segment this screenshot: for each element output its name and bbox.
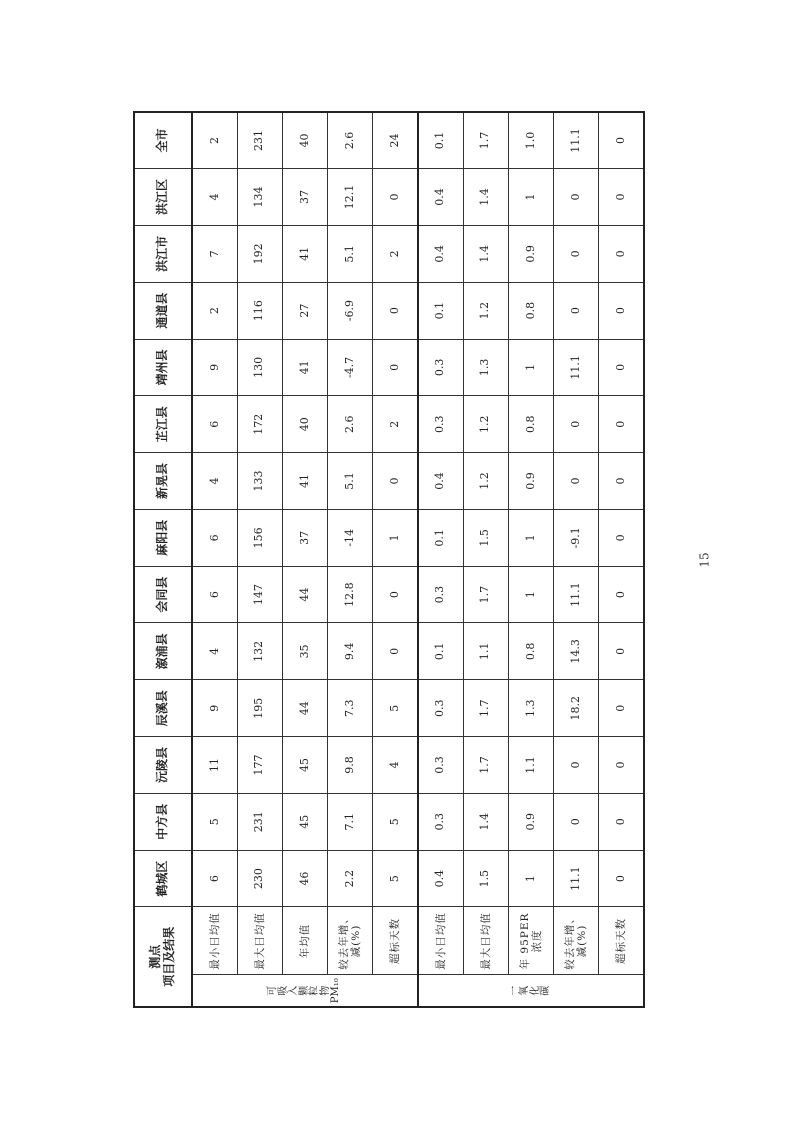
table-cell: 0.1 xyxy=(418,509,463,566)
table-cell: 130 xyxy=(237,339,282,396)
column-header: 会同县 xyxy=(134,566,192,623)
table-cell: 1 xyxy=(508,850,553,907)
table-cell: 2.2 xyxy=(328,850,373,907)
table-cell: 1 xyxy=(373,509,418,566)
table-cell: 147 xyxy=(237,566,282,623)
table-cell: 0.3 xyxy=(418,566,463,623)
table-cell: 12.8 xyxy=(328,566,373,623)
page-number: 15 xyxy=(697,552,712,568)
table-cell: 5 xyxy=(373,850,418,907)
table-cell: 0.4 xyxy=(418,453,463,510)
group-label-char: 可 xyxy=(267,985,279,996)
table-cell: 0 xyxy=(599,509,644,566)
group-label-char: 碳 xyxy=(540,985,552,996)
table-cell: 2.6 xyxy=(328,112,373,169)
table-cell: 0 xyxy=(599,112,644,169)
column-header: 全市 xyxy=(134,112,192,169)
table-cell: 35 xyxy=(282,623,327,680)
table-cell: 1.4 xyxy=(463,225,508,282)
table-cell: 9.8 xyxy=(328,737,373,794)
column-header: 洪江市 xyxy=(134,225,192,282)
group-label-char: 化 xyxy=(529,985,541,996)
column-header: 通道县 xyxy=(134,282,192,339)
table-cell: 0 xyxy=(599,225,644,282)
table-cell: 156 xyxy=(237,509,282,566)
table-row xyxy=(599,112,644,1007)
table-cell: 6 xyxy=(192,566,237,623)
table-cell: 0 xyxy=(599,680,644,737)
table-cell: 1.7 xyxy=(463,566,508,623)
table-cell: 5 xyxy=(373,793,418,850)
table-cell: 46 xyxy=(282,850,327,907)
table-cell: 0 xyxy=(373,566,418,623)
table-cell: 134 xyxy=(237,169,282,226)
table-cell: 7.3 xyxy=(328,680,373,737)
table-cell: 2 xyxy=(192,112,237,169)
table-cell: 1.1 xyxy=(463,623,508,680)
table-cell: 2 xyxy=(373,225,418,282)
table-cell: 9 xyxy=(192,339,237,396)
table-cell: 0.4 xyxy=(418,225,463,282)
table-cell: 0 xyxy=(554,282,599,339)
column-header: 辰溪县 xyxy=(134,680,192,737)
table-cell: 1.0 xyxy=(508,112,553,169)
table-cell: 7 xyxy=(192,225,237,282)
table-cell: 5 xyxy=(192,793,237,850)
table-cell: 0.1 xyxy=(418,112,463,169)
table-cell: 0.8 xyxy=(508,623,553,680)
table-cell: 0 xyxy=(373,282,418,339)
group-label-char: 颗 xyxy=(298,985,310,996)
table-cell: 12.1 xyxy=(328,169,373,226)
group-label-char: 粒 xyxy=(309,985,321,996)
table-cell: -4.7 xyxy=(328,339,373,396)
table-cell: 11.1 xyxy=(554,566,599,623)
table-cell: 1.5 xyxy=(463,509,508,566)
table-cell: 0.4 xyxy=(418,169,463,226)
table-cell: 1.7 xyxy=(463,112,508,169)
table-cell: 4 xyxy=(192,623,237,680)
table-cell: 1.4 xyxy=(463,169,508,226)
table-cell: 0 xyxy=(554,225,599,282)
table-cell: 0 xyxy=(554,737,599,794)
table-cell: 0.1 xyxy=(418,282,463,339)
table-cell: 0.9 xyxy=(508,793,553,850)
metric-label: 年均值 xyxy=(282,907,327,975)
table-cell: 1.2 xyxy=(463,282,508,339)
column-header: 鹤城区 xyxy=(134,850,192,907)
table-row xyxy=(373,112,418,1007)
table-cell: 6 xyxy=(192,850,237,907)
table-cell: 0 xyxy=(554,793,599,850)
table-cell: 45 xyxy=(282,737,327,794)
table-cell: 0 xyxy=(599,737,644,794)
table-cell: -9.1 xyxy=(554,509,599,566)
table-cell: 133 xyxy=(237,453,282,510)
table-cell: 4 xyxy=(192,169,237,226)
table-cell: 231 xyxy=(237,112,282,169)
table-row xyxy=(418,112,463,1007)
metric-label: 较去年增、减(%) xyxy=(328,907,373,975)
metric-label: 较去年增、减(%) xyxy=(554,907,599,975)
table-row xyxy=(554,112,599,1007)
column-header: 靖州县 xyxy=(134,339,192,396)
table-cell: 41 xyxy=(282,339,327,396)
corner-header-top: 测点 xyxy=(148,944,163,969)
metric-label: 最小日均值 xyxy=(418,907,463,975)
table-cell: -14 xyxy=(328,509,373,566)
table-row xyxy=(508,112,553,1007)
table-cell: 1.7 xyxy=(463,737,508,794)
group-label-char: 氧 xyxy=(519,985,531,996)
table-cell: 1.5 xyxy=(463,850,508,907)
header-row xyxy=(134,112,192,1007)
table-cell: 6 xyxy=(192,509,237,566)
group-label-char: 物 xyxy=(319,985,331,996)
table-cell: 1.3 xyxy=(463,339,508,396)
table-row xyxy=(328,112,373,1007)
table-cell: 44 xyxy=(282,680,327,737)
table-cell: 5.1 xyxy=(328,453,373,510)
table-cell: 0.9 xyxy=(508,453,553,510)
table-cell: 0 xyxy=(599,566,644,623)
table-cell: 44 xyxy=(282,566,327,623)
table-cell: 1 xyxy=(508,169,553,226)
table-cell: 192 xyxy=(237,225,282,282)
column-header: 新晃县 xyxy=(134,453,192,510)
metric-label: 最大日均值 xyxy=(463,907,508,975)
group-label-char: 一 xyxy=(508,985,520,996)
table-cell: 0.4 xyxy=(418,850,463,907)
table-cell: 4 xyxy=(192,453,237,510)
metric-label: 超标天数 xyxy=(599,907,644,975)
table-cell: 4 xyxy=(373,737,418,794)
table-cell: 2.6 xyxy=(328,396,373,453)
table-cell: 40 xyxy=(282,396,327,453)
metric-label: 最小日均值 xyxy=(192,907,237,975)
table-cell: 18.2 xyxy=(554,680,599,737)
table-cell: 0.8 xyxy=(508,282,553,339)
table-cell: 1 xyxy=(508,566,553,623)
corner-header-bottom: 项目及结果 xyxy=(162,926,176,987)
table-cell: 9 xyxy=(192,680,237,737)
column-header: 溆浦县 xyxy=(134,623,192,680)
column-header: 芷江县 xyxy=(134,396,192,453)
table-cell: 11.1 xyxy=(554,112,599,169)
column-header: 沅陵县 xyxy=(134,737,192,794)
table-cell: 0.8 xyxy=(508,396,553,453)
table-cell: 1.2 xyxy=(463,453,508,510)
group-label-char: 入 xyxy=(288,985,300,996)
table-cell: 41 xyxy=(282,453,327,510)
column-header: 中方县 xyxy=(134,793,192,850)
corner-header xyxy=(134,907,192,1007)
table-cell: 37 xyxy=(282,509,327,566)
table-cell: 0 xyxy=(554,453,599,510)
table-row xyxy=(237,112,282,1007)
table-cell: 1 xyxy=(508,339,553,396)
table-cell: 45 xyxy=(282,793,327,850)
table-cell: 0.3 xyxy=(418,396,463,453)
table-cell: 0 xyxy=(599,339,644,396)
table-cell: 0.3 xyxy=(418,339,463,396)
table-cell: 195 xyxy=(237,680,282,737)
table-cell: 1.1 xyxy=(508,737,553,794)
table-cell: 0.1 xyxy=(418,623,463,680)
metric-label: 年 95PER 浓度 xyxy=(508,907,553,975)
table-row xyxy=(463,112,508,1007)
table-cell: 0 xyxy=(599,396,644,453)
table-cell: 5 xyxy=(373,680,418,737)
table-cell: 0 xyxy=(373,169,418,226)
table-cell: 132 xyxy=(237,623,282,680)
table-cell: 0 xyxy=(599,793,644,850)
table-cell: 2 xyxy=(373,396,418,453)
metric-label: 最大日均值 xyxy=(237,907,282,975)
table-cell: 0 xyxy=(554,396,599,453)
table-cell: 172 xyxy=(237,396,282,453)
table-cell: 0 xyxy=(599,850,644,907)
rotated-table-container xyxy=(133,113,643,1008)
air-quality-table xyxy=(133,111,645,1008)
table-cell: 0.9 xyxy=(508,225,553,282)
table-body xyxy=(134,112,644,1007)
table-cell: -6.9 xyxy=(328,282,373,339)
table-cell: 24 xyxy=(373,112,418,169)
table-cell: 230 xyxy=(237,850,282,907)
table-cell: 0 xyxy=(373,453,418,510)
metric-label: 超标天数 xyxy=(373,907,418,975)
group-label xyxy=(418,975,644,1007)
table-row xyxy=(282,112,327,1007)
table-cell: 1.7 xyxy=(463,680,508,737)
table-cell: 0 xyxy=(599,623,644,680)
table-cell: 1.4 xyxy=(463,793,508,850)
table-cell: 37 xyxy=(282,169,327,226)
table-cell: 7.1 xyxy=(328,793,373,850)
table-cell: 0 xyxy=(373,339,418,396)
table-cell: 0.3 xyxy=(418,680,463,737)
table-cell: 2 xyxy=(192,282,237,339)
column-header: 洪江区 xyxy=(134,169,192,226)
table-cell: 6 xyxy=(192,396,237,453)
table-cell: 14.3 xyxy=(554,623,599,680)
table-cell: 1.2 xyxy=(463,396,508,453)
group-label xyxy=(192,975,418,1007)
table-cell: 5.1 xyxy=(328,225,373,282)
table-cell: 1 xyxy=(508,509,553,566)
table-cell: 40 xyxy=(282,112,327,169)
table-cell: 116 xyxy=(237,282,282,339)
table-cell: 11.1 xyxy=(554,850,599,907)
table-cell: 11 xyxy=(192,737,237,794)
table-cell: 27 xyxy=(282,282,327,339)
group-label-char: PM₁₀ xyxy=(330,978,342,1004)
table-cell: 177 xyxy=(237,737,282,794)
table-cell: 41 xyxy=(282,225,327,282)
table-cell: 0 xyxy=(373,623,418,680)
table-cell: 9.4 xyxy=(328,623,373,680)
table-cell: 231 xyxy=(237,793,282,850)
table-cell: 0 xyxy=(599,453,644,510)
table-cell: 11.1 xyxy=(554,339,599,396)
group-label-char: 吸 xyxy=(277,985,289,996)
table-row xyxy=(192,112,237,1007)
column-header: 麻阳县 xyxy=(134,509,192,566)
table-cell: 1.3 xyxy=(508,680,553,737)
table-cell: 0.3 xyxy=(418,793,463,850)
table-cell: 0 xyxy=(554,169,599,226)
table-cell: 0.3 xyxy=(418,737,463,794)
table-cell: 0 xyxy=(599,282,644,339)
table-cell: 0 xyxy=(599,169,644,226)
